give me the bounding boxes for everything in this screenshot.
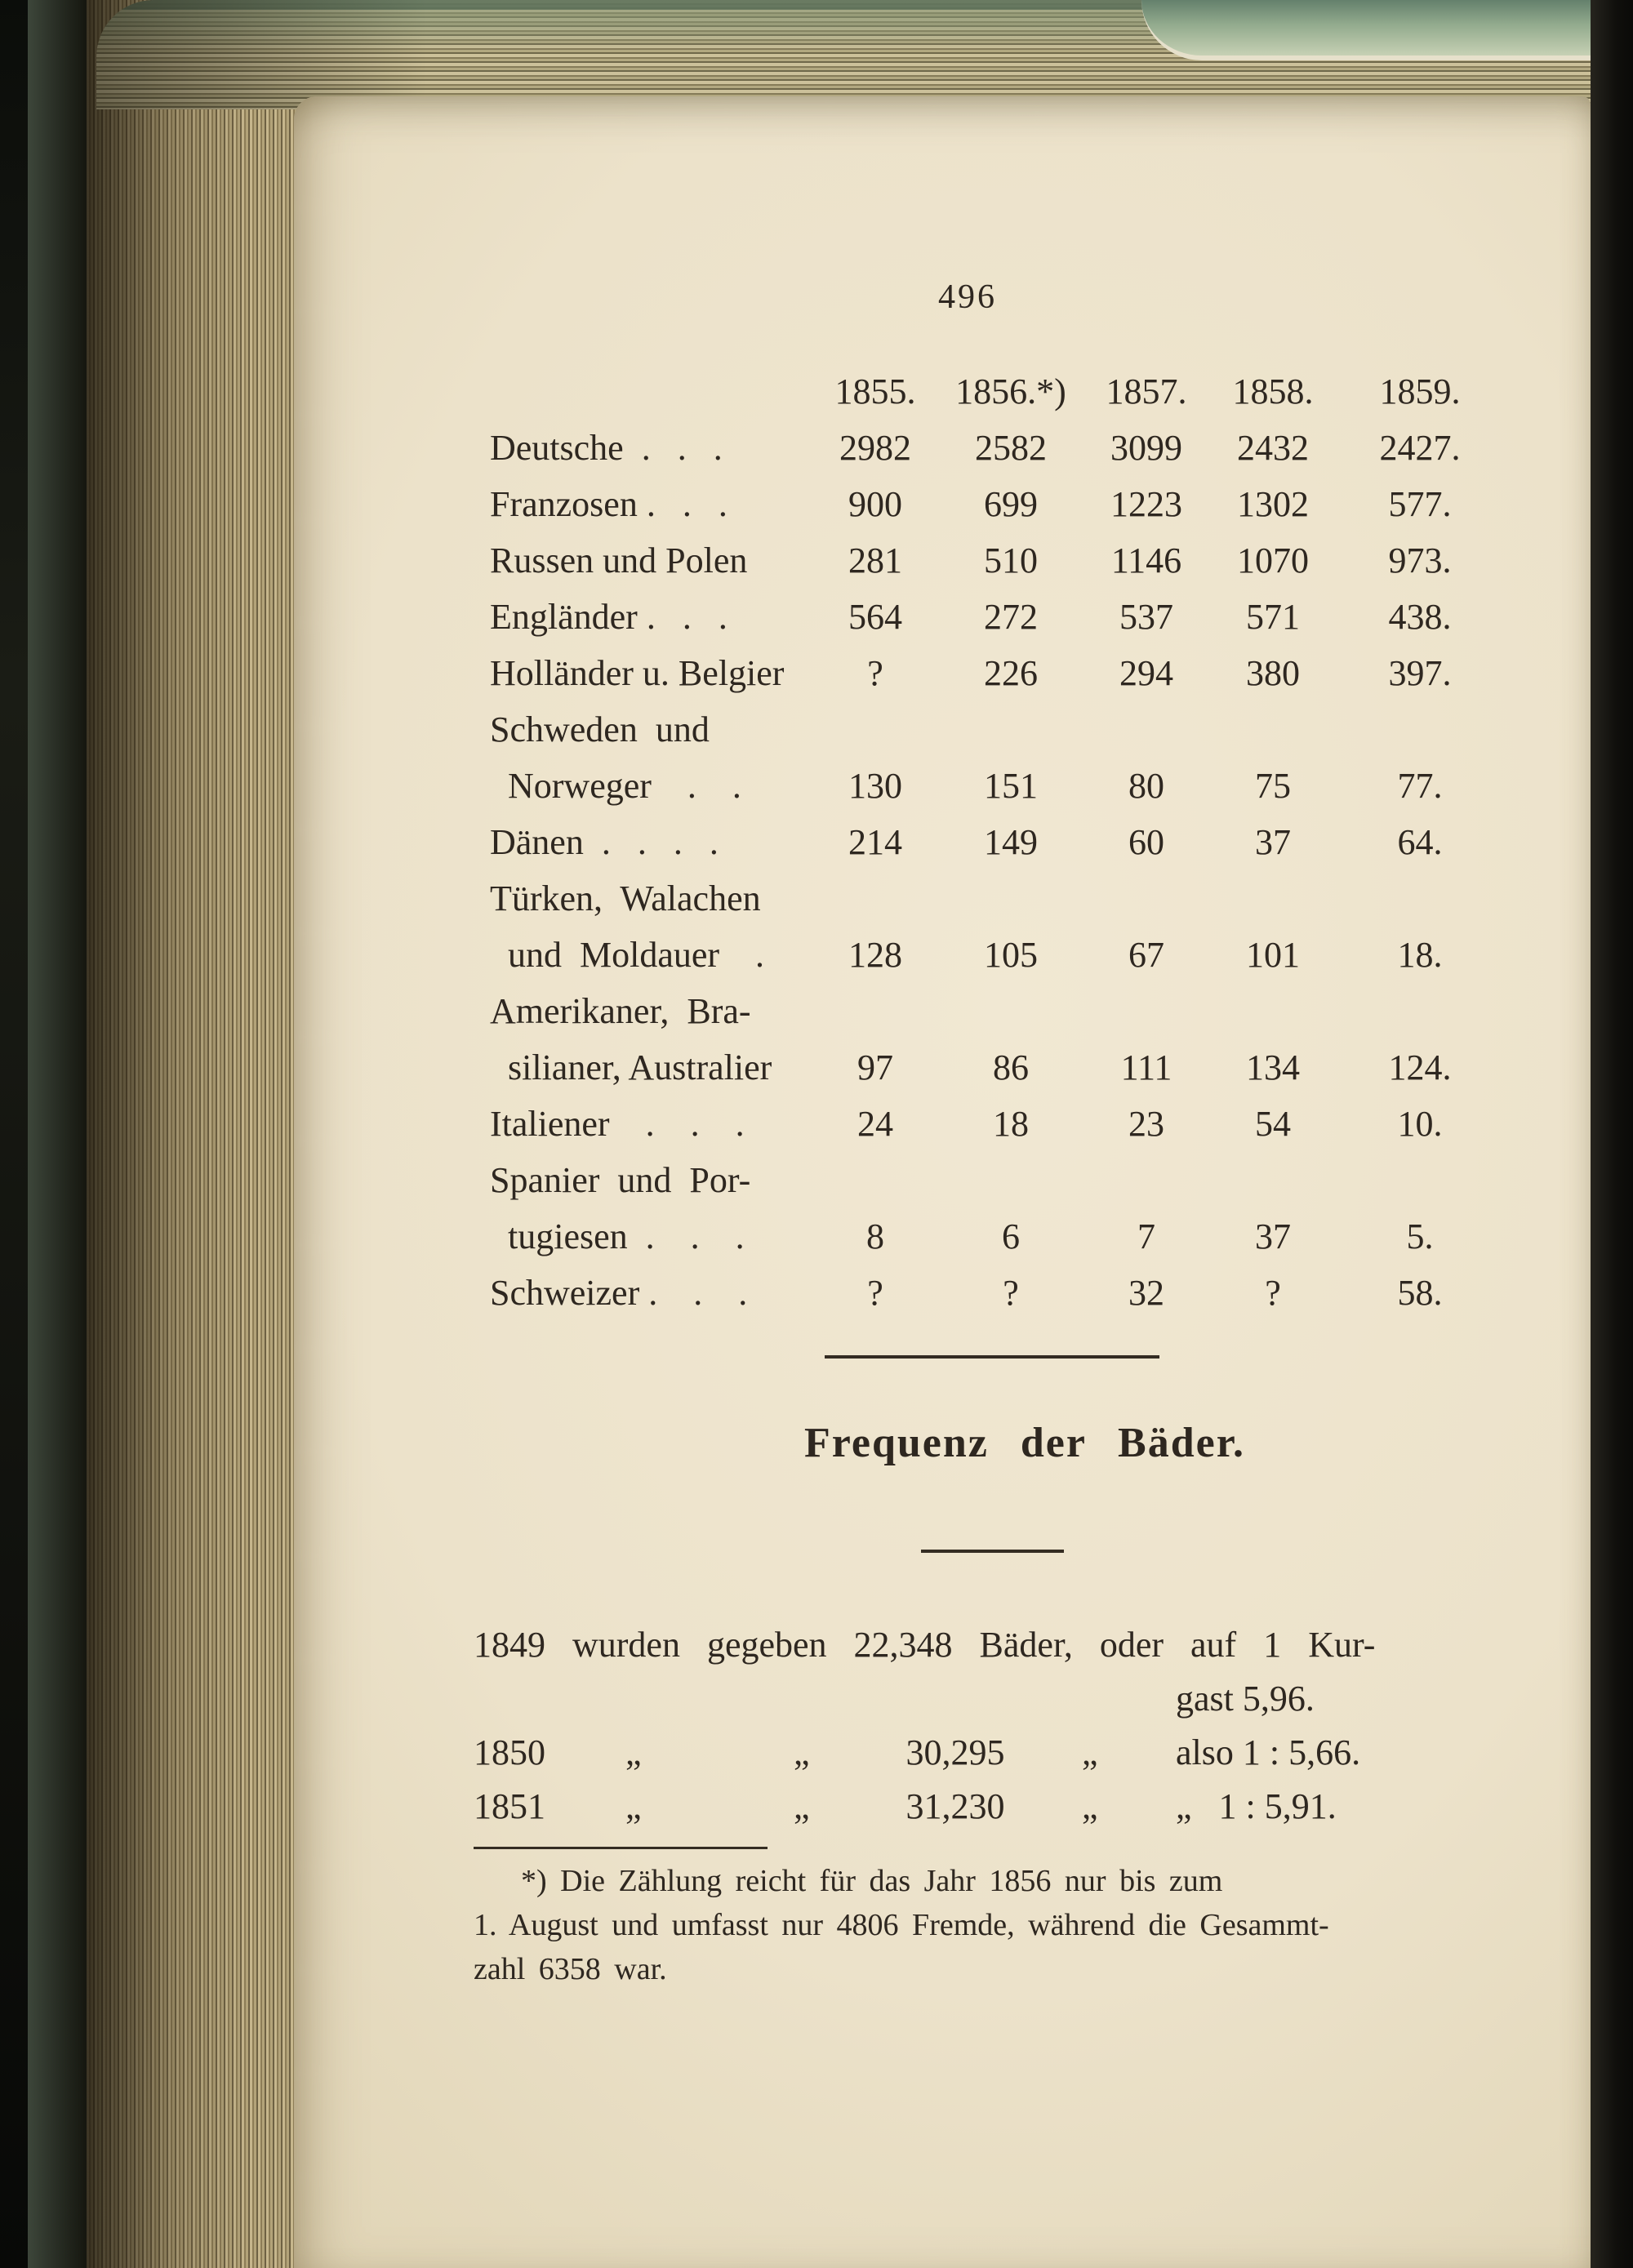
year-header: 1858.	[1232, 371, 1314, 411]
cell-value: 18.	[1397, 935, 1443, 975]
cell-value: 7	[1137, 1216, 1155, 1256]
table-header-row	[490, 363, 1511, 420]
cell-value: 149	[984, 822, 1038, 862]
book-page	[294, 96, 1591, 2268]
book-spine	[0, 0, 28, 2268]
row-label: Franzosen . . .	[490, 484, 728, 524]
table-row	[490, 758, 1511, 814]
cell-value: ?	[867, 1273, 883, 1313]
title-underline-divider	[921, 1550, 1064, 1553]
cell-value: 58.	[1397, 1273, 1443, 1313]
cell-value: 54	[1255, 1104, 1291, 1144]
cell-value: 124.	[1388, 1047, 1452, 1087]
cell-value: 111	[1120, 1047, 1172, 1087]
baths-ratio: „ 1 : 5,91.	[1176, 1786, 1337, 1826]
cell-value: 1223	[1110, 484, 1182, 524]
cell-value: 67	[1128, 935, 1164, 975]
cell-value: 2582	[975, 428, 1047, 468]
cell-value: 2432	[1237, 428, 1309, 468]
footnote-line: zahl 6358 war.	[474, 1952, 667, 1986]
cell-value: 577.	[1388, 484, 1452, 524]
table-header-spacer	[490, 363, 810, 420]
row-label: Norweger . .	[490, 766, 741, 806]
cell-value: 101	[1246, 935, 1300, 975]
year-header: 1857.	[1106, 371, 1187, 411]
table-row	[490, 645, 1511, 701]
row-label: Engländer . . .	[490, 597, 728, 637]
table-row	[490, 1039, 1511, 1096]
table-row-label-line	[490, 1152, 1511, 1208]
baths-statistics	[474, 1618, 1511, 1834]
cell-value: 2982	[839, 428, 911, 468]
nationalities-table	[490, 363, 1511, 1321]
cell-value: 510	[984, 540, 1038, 580]
row-label: Italiener . . .	[490, 1104, 745, 1144]
cell-value: 75	[1255, 766, 1291, 806]
table-row	[490, 420, 1511, 476]
cell-value: 97	[857, 1047, 893, 1087]
cell-value: ?	[867, 653, 883, 693]
cell-value: 60	[1128, 822, 1164, 862]
row-label: Spanier und Por-	[490, 1160, 751, 1200]
cell-value: 226	[984, 653, 1038, 693]
year-header: 1856.*)	[955, 371, 1066, 411]
ditto-mark: „	[1082, 1786, 1098, 1826]
table-row	[490, 1208, 1511, 1265]
row-label: und Moldauer .	[490, 935, 765, 975]
ditto-mark: „	[794, 1786, 810, 1826]
cell-value: 2427.	[1379, 428, 1461, 468]
table-row	[490, 476, 1511, 532]
cell-value: 37	[1255, 822, 1291, 862]
cell-value: 571	[1246, 597, 1300, 637]
cell-value: 64.	[1397, 822, 1443, 862]
cell-value: ?	[1265, 1273, 1281, 1313]
cell-value: 1302	[1237, 484, 1309, 524]
row-label: silianer, Australier	[490, 1047, 772, 1087]
baths-row	[474, 1726, 1511, 1780]
cell-value: 3099	[1110, 428, 1182, 468]
cell-value: 214	[848, 822, 902, 862]
row-label: Deutsche . . .	[490, 428, 723, 468]
cell-value: 130	[848, 766, 902, 806]
cell-value: 23	[1128, 1104, 1164, 1144]
cell-value: 8	[866, 1216, 884, 1256]
cell-value: ?	[1003, 1273, 1019, 1313]
cell-value: 5.	[1406, 1216, 1434, 1256]
baths-count: 31,230	[905, 1786, 1005, 1826]
cell-value: 151	[984, 766, 1038, 806]
footnote-line: 1. August und umfasst nur 4806 Fremde, während die Gesammt-	[474, 1908, 1329, 1942]
row-label: Schweden und	[490, 709, 710, 749]
cell-value: 272	[984, 597, 1038, 637]
table-body	[490, 420, 1511, 1321]
row-label: Russen und Polen	[490, 540, 748, 580]
cell-value: 1146	[1110, 540, 1182, 580]
table-row-label-line	[490, 701, 1511, 758]
ditto-mark: „	[1082, 1732, 1098, 1772]
cell-value: 699	[984, 484, 1038, 524]
cell-value: 86	[993, 1047, 1029, 1087]
baths-count: 30,295	[905, 1732, 1005, 1772]
cell-value: 77.	[1397, 766, 1443, 806]
cell-value: 564	[848, 597, 902, 637]
row-label: Türken, Walachen	[490, 878, 761, 918]
baths-year: 1850	[474, 1732, 545, 1772]
cell-value: 105	[984, 935, 1038, 975]
cell-value: 134	[1246, 1047, 1300, 1087]
cell-value: 380	[1246, 653, 1300, 693]
page-number: 496	[938, 278, 997, 316]
cell-value: 294	[1119, 653, 1173, 693]
table-row	[490, 589, 1511, 645]
book-cover-right-edge	[1591, 0, 1633, 2268]
year-header: 1859.	[1379, 371, 1461, 411]
table-row-label-line	[490, 870, 1511, 927]
cell-value: 900	[848, 484, 902, 524]
table-row	[490, 927, 1511, 983]
section-divider	[825, 1355, 1159, 1359]
section-title: Frequenz der Bäder.	[803, 1420, 1246, 1466]
cell-value: 24	[857, 1104, 893, 1144]
table-row	[490, 1265, 1511, 1321]
row-label: Holländer u. Belgier	[490, 653, 785, 693]
table-row	[490, 1096, 1511, 1152]
row-label: Amerikaner, Bra-	[490, 991, 751, 1031]
page-stack-left-edge	[87, 0, 304, 2268]
cell-value: 438.	[1388, 597, 1452, 637]
baths-line-1849: 1849 wurden gegeben 22,348 Bäder, oder auf 1 Kur-	[474, 1625, 1376, 1665]
table-row-label-line	[490, 983, 1511, 1039]
cell-value: 397.	[1388, 653, 1452, 693]
book-spine-shadow	[28, 0, 87, 2268]
cell-value: 37	[1255, 1216, 1291, 1256]
footnote-rule	[474, 1847, 768, 1849]
table-row	[490, 532, 1511, 589]
page-curl-top-right	[1141, 0, 1599, 60]
footnote-line: *) Die Zählung reicht für das Jahr 1856 nur bis zum	[521, 1864, 1223, 1898]
ditto-mark: „	[625, 1732, 642, 1772]
baths-rows	[474, 1726, 1511, 1834]
row-label: tugiesen . . .	[490, 1216, 745, 1256]
ditto-mark: „	[794, 1732, 810, 1772]
row-label: Dänen . . . .	[490, 822, 719, 862]
cell-value: 10.	[1397, 1104, 1443, 1144]
cell-value: 281	[848, 540, 902, 580]
ditto-mark: „	[625, 1786, 642, 1826]
row-label: Schweizer . . .	[490, 1273, 748, 1313]
baths-line-1849-continuation: gast 5,96.	[1176, 1679, 1315, 1719]
page-content	[474, 96, 1511, 1991]
baths-row	[474, 1780, 1511, 1834]
baths-year: 1851	[474, 1786, 545, 1826]
cell-value: 973.	[1388, 540, 1452, 580]
footnote	[474, 1859, 1511, 1991]
cell-value: 80	[1128, 766, 1164, 806]
year-header: 1855.	[834, 371, 916, 411]
table-row	[490, 814, 1511, 870]
cell-value: 18	[993, 1104, 1029, 1144]
cell-value: 6	[1002, 1216, 1020, 1256]
cell-value: 32	[1128, 1273, 1164, 1313]
baths-ratio: also 1 : 5,66.	[1176, 1732, 1361, 1772]
cell-value: 537	[1119, 597, 1173, 637]
cell-value: 128	[848, 935, 902, 975]
cell-value: 1070	[1237, 540, 1309, 580]
